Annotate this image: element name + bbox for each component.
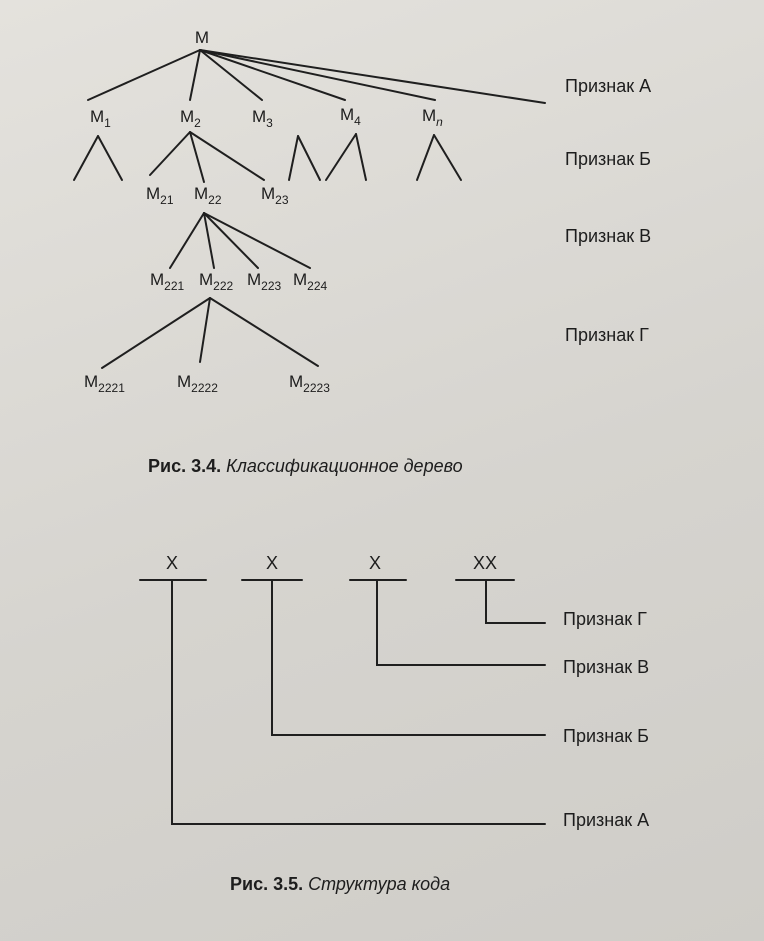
svg-text:M3: $M_3$ <box>252 107 273 130</box>
code-feature-v: Признак В <box>563 657 650 677</box>
tree-feature-b: Признак Б <box>565 149 651 169</box>
svg-text:M4: $M_4$ <box>340 105 361 128</box>
tree-feature-g: Признак Г <box>565 325 649 345</box>
code-position-4: XX <box>472 553 498 573</box>
tree-node-m1 <box>90 107 111 130</box>
svg-text:M23: $M_{23}$ <box>261 184 289 207</box>
tree-node-m223 <box>247 270 282 293</box>
svg-text:M224: $M_{224}$ <box>293 270 328 293</box>
figure-3-4-number: Рис. 3.4. <box>148 456 222 476</box>
svg-text:M1: $M_1$ <box>90 107 111 130</box>
svg-text:M2: $M_2$ <box>180 107 201 130</box>
svg-text:M2223: $M_{2223}$ <box>289 372 330 395</box>
tree-node-m3 <box>252 107 273 130</box>
tree-node-m21 <box>146 184 174 207</box>
svg-text:M21: $M_{21}$ <box>146 184 174 207</box>
figure-3-5-number: Рис. 3.5. <box>230 874 304 894</box>
svg-text:M2222: $M_{2222}$ <box>177 372 218 395</box>
tree-node-m2222 <box>177 372 218 395</box>
figure-3-5-title: Структура кода <box>308 874 451 894</box>
code-feature-a: Признак А <box>563 810 650 830</box>
code-position-1: X <box>165 553 179 573</box>
tree-root-node <box>195 28 209 47</box>
svg-text:M221: $M_{221}$ <box>150 270 185 293</box>
tree-node-m4 <box>340 105 361 128</box>
tree-feature-v: Признак В <box>565 226 652 246</box>
svg-text:M22: $M_{22}$ <box>194 184 222 207</box>
svg-text:M222: $M_{222}$ <box>199 270 234 293</box>
tree-node-m22 <box>194 184 222 207</box>
tree-node-m222 <box>199 270 234 293</box>
tree-node-m2221 <box>84 372 125 395</box>
tree-node-m2223 <box>289 372 330 395</box>
tree-root-label: M <box>194 28 210 47</box>
figure-3-5-caption <box>230 874 450 895</box>
figure-3-4-title: Классификационное дерево <box>226 456 463 476</box>
tree-node-m221 <box>150 270 185 293</box>
code-position-3: X <box>368 553 382 573</box>
classification-tree <box>74 28 651 395</box>
svg-text:Mn: $M_n$ <box>422 106 443 129</box>
tree-feature-a: Признак А <box>565 76 652 96</box>
figure-3-4-caption <box>148 456 463 477</box>
tree-node-m2 <box>180 107 201 130</box>
code-feature-g: Признак Г <box>563 609 647 629</box>
svg-text:M2221: $M_{2221}$ <box>84 372 125 395</box>
tree-node-m224 <box>293 270 328 293</box>
tree-node-mn <box>422 106 443 129</box>
svg-text:M223: $M_{223}$ <box>247 270 282 293</box>
code-feature-b: Признак Б <box>563 726 649 746</box>
code-position-2: X <box>265 553 279 573</box>
code-structure-diagram <box>140 553 649 830</box>
tree-node-m23 <box>261 184 289 207</box>
